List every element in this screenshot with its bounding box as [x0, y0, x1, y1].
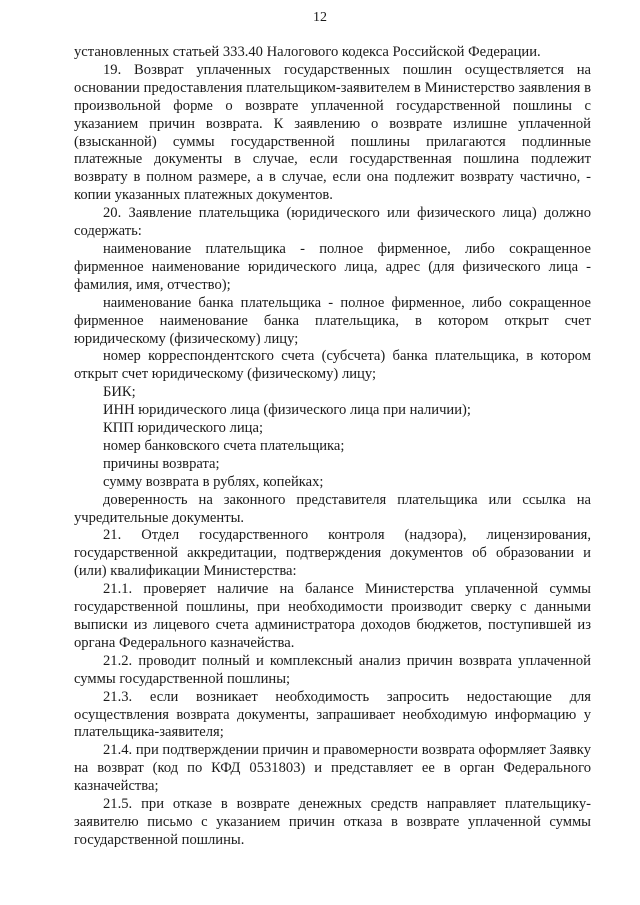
list-item-payer-name: наименование плательщика - полное фирменное, либо сокращенное фирменное наименование юридического лица, адрес (для физического лица - фамилия, имя, отчество);	[74, 240, 591, 293]
list-item-bank-name: наименование банка плательщика - полное фирменное, либо сокращенное фирменное наименование банка плательщика, в котором открыт счет юридическому (физическому) лицу;	[74, 294, 591, 347]
document-body	[74, 44, 591, 850]
list-item-inn: ИНН юридического лица (физического лица при наличии);	[103, 402, 471, 419]
paragraph-21-2: 21.2. проводит полный и комплексный анализ причин возврата уплаченной суммы государственной пошлины;	[74, 652, 591, 687]
paragraph-21-3: 21.3. если возникает необходимость запросить недостающие для осуществления возврата документы, запрашивает необходимую информацию у плательщика-заявителя;	[74, 688, 591, 741]
list-item-bik: БИК;	[103, 384, 136, 401]
list-item-kpp: КПП юридического лица;	[103, 420, 264, 437]
paragraph-21: 21. Отдел государственного контроля (надзора), лицензирования, государственной аккредитации, подтверждения документов об образовании и (или) квалификации Министерства:	[74, 527, 591, 580]
list-item-power-of-attorney: доверенность на законного представителя плательщика или ссылка на учредительные документы.	[74, 491, 591, 526]
paragraph-21-1: 21.1. проверяет наличие на балансе Министерства уплаченной суммы государственной пошлины, при необходимости производит сверку с данными выписки из лицевого счета администратора доходов бюджетов, поступившей из органа Федерального казначейства.	[74, 581, 591, 651]
paragraph-21-5: 21.5. при отказе в возврате денежных средств направляет плательщику-заявителю письмо с указанием причин отказа в возврате уплаченной суммы государственной пошлины.	[74, 796, 591, 848]
paragraph-continuation: установленных статьей 333.40 Налогового кодекса Российской Федерации.	[74, 44, 541, 60]
paragraph-20: 20. Заявление плательщика (юридического или физического лица) должно содержать:	[74, 205, 591, 240]
list-item-reasons: причины возврата;	[103, 455, 220, 472]
paragraph-19: 19. Возврат уплаченных государственных пошлин осуществляется на основании предоставления плательщиком-заявителем в Министерство заявления в произвольной форме о возврате уплаченной государственной пошлины с указанием причин возврата. К заявлению о возврате излишне уплаченной (взысканной) суммы государственной пошлины прилагаются подлинные платежные документы в случае, если государственная пошлина подлежит возврату в полном размере, а в случае, если она подлежит возврату частично, - копии указанных платежных документов.	[74, 61, 591, 204]
list-item-bank-account: номер банковского счета плательщика;	[103, 437, 345, 454]
list-item-correspondent-account: номер корреспондентского счета (субсчета) банка плательщика, в котором открыт счет юридическому (физическому) лицу;	[74, 348, 591, 383]
page-number: 12	[313, 10, 327, 25]
paragraph-21-4: 21.4. при подтверждении причин и правомерности возврата оформляет Заявку на возврат (код по КФД 0531803) и представляет ее в орган Федерального казначейства;	[74, 742, 591, 795]
list-item-amount: сумму возврата в рублях, копейках;	[103, 473, 324, 490]
